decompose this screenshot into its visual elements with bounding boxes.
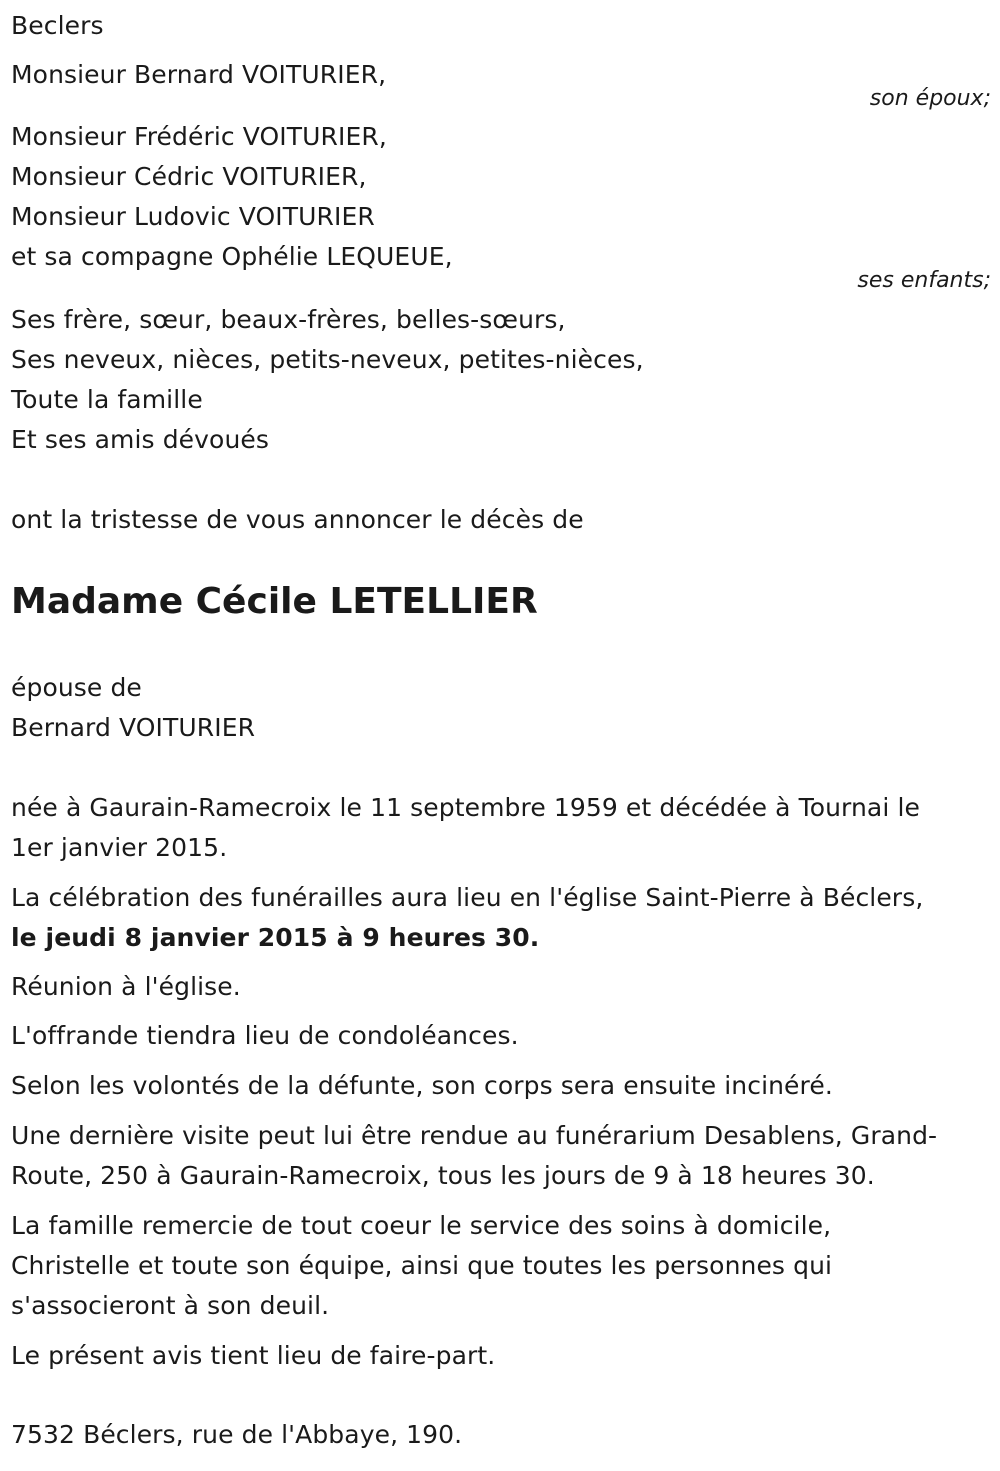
birth-death-line-2: 1er janvier 2015. [11,833,228,862]
family-line-2: Ses neveux, nièces, petits-neveux, petites-nièces, [11,345,644,374]
cremation-line: Selon les volontés de la défunte, son corps sera ensuite incinéré. [11,1071,833,1100]
family-line-1: Ses frère, sœur, beaux-frères, belles-sœurs, [11,305,566,334]
thanks-line-1: La famille remercie de tout coeur le service des soins à domicile, [11,1211,832,1240]
spouse-relation: son époux; [869,86,991,111]
spouse-line: Monsieur Bernard VOITURIER, [11,60,387,89]
family-line-3: Toute la famille [11,385,203,414]
child-line-2: Monsieur Cédric VOITURIER, [11,162,367,191]
birth-death-line-1: née à Gaurain-Ramecroix le 11 septembre 1959 et décédée à Tournai le [11,793,920,822]
meeting-line: Réunion à l'église. [11,972,241,1001]
children-relation: ses enfants; [857,268,991,293]
thanks-line-3: s'associeront à son deuil. [11,1291,330,1320]
address: 7532 Béclers, rue de l'Abbaye, 190. [11,1420,463,1449]
child-line-3: Monsieur Ludovic VOITURIER [11,202,375,231]
spouse-of-label: épouse de [11,673,142,702]
child-line-4: et sa compagne Ophélie LEQUEUE, [11,242,453,271]
family-line-4: Et ses amis dévoués [11,425,270,454]
visit-line-2: Route, 250 à Gaurain-Ramecroix, tous les jours de 9 à 18 heures 30. [11,1161,875,1190]
funeral-datetime: le jeudi 8 janvier 2015 à 9 heures 30. [11,923,540,952]
thanks-line-2: Christelle et toute son équipe, ainsi que toutes les personnes qui [11,1251,833,1280]
visit-line-1: Une dernière visite peut lui être rendue au funérarium Desablens, Grand- [11,1121,938,1150]
funeral-line-1: La célébration des funérailles aura lieu en l'église Saint-Pierre à Béclers, [11,883,924,912]
child-line-1: Monsieur Frédéric VOITURIER, [11,122,387,151]
offering-line: L'offrande tiendra lieu de condoléances. [11,1021,519,1050]
announcement: ont la tristesse de vous annoncer le décès de [11,505,584,534]
spouse-of-name: Bernard VOITURIER [11,713,256,742]
locality: Beclers [11,11,104,40]
notice-note: Le présent avis tient lieu de faire-part. [11,1341,496,1370]
deceased-name: Madame Cécile LETELLIER [11,581,538,622]
